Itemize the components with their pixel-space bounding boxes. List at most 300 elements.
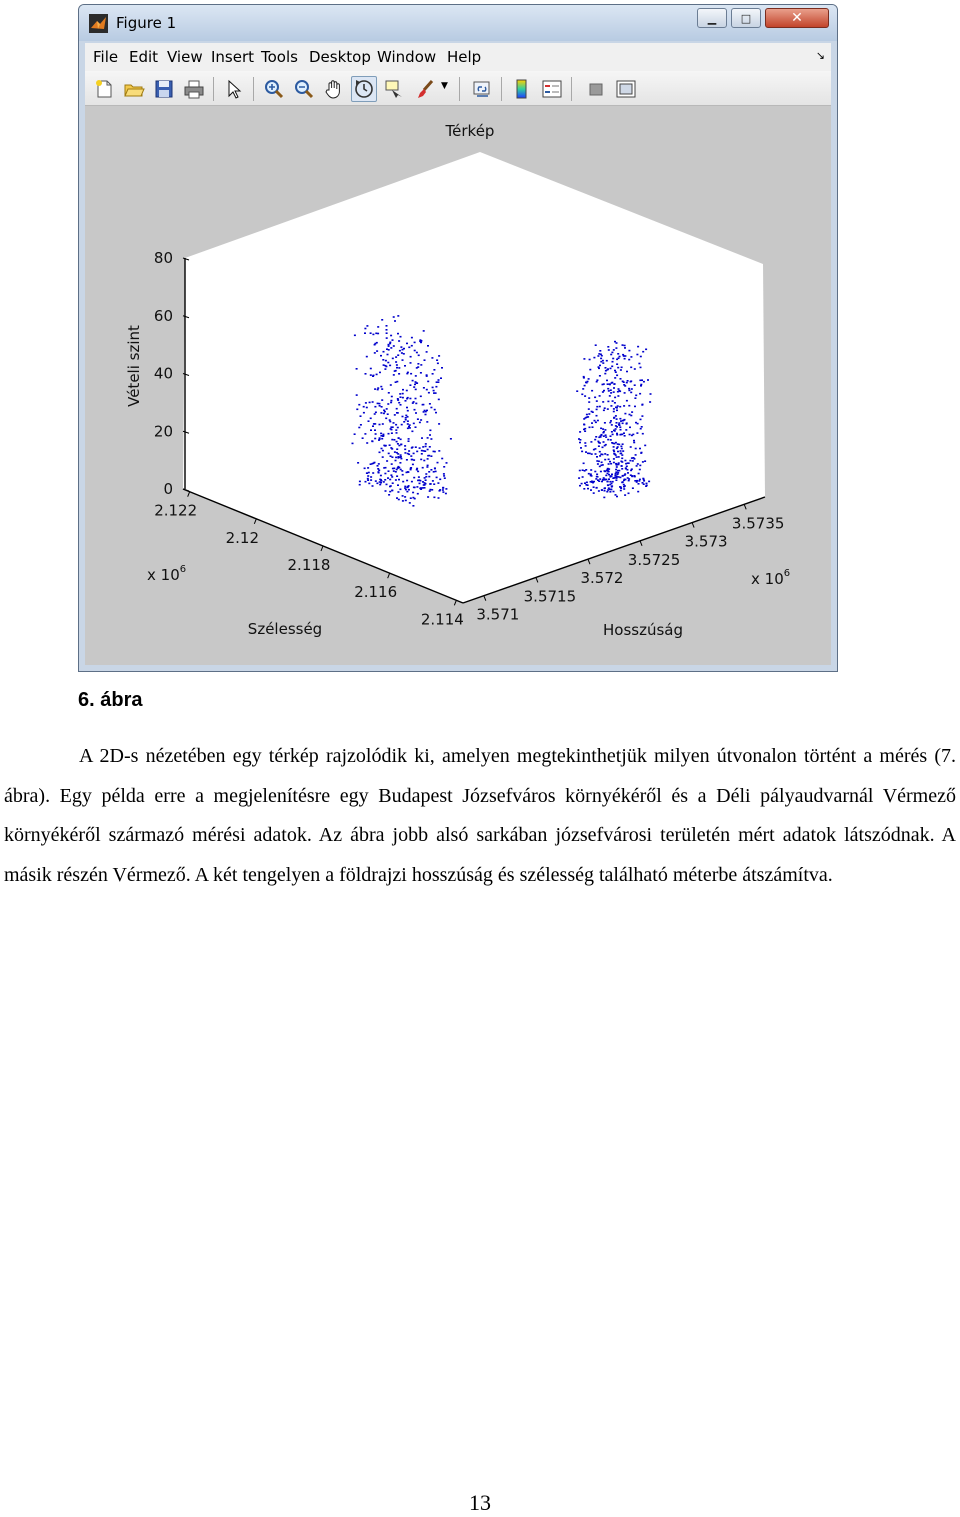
data-point bbox=[623, 486, 625, 488]
data-point bbox=[615, 415, 617, 417]
data-point bbox=[605, 367, 607, 369]
data-point bbox=[613, 451, 615, 453]
data-point bbox=[614, 402, 616, 404]
data-point bbox=[378, 472, 380, 474]
data-point bbox=[380, 355, 382, 357]
data-point bbox=[604, 407, 606, 409]
data-point bbox=[377, 389, 379, 391]
data-point bbox=[408, 426, 410, 428]
data-point bbox=[599, 406, 601, 408]
data-point bbox=[601, 481, 603, 483]
data-point bbox=[372, 441, 374, 443]
data-point bbox=[614, 341, 616, 343]
data-point bbox=[450, 438, 452, 440]
data-point bbox=[401, 352, 403, 354]
data-point bbox=[416, 451, 418, 453]
data-point bbox=[620, 450, 622, 452]
data-point bbox=[611, 431, 613, 433]
data-point bbox=[609, 461, 611, 463]
data-point bbox=[616, 342, 618, 344]
toolbar-separator bbox=[253, 77, 254, 101]
data-point bbox=[425, 446, 427, 448]
data-point bbox=[367, 478, 369, 480]
data-point bbox=[604, 445, 606, 447]
data-point bbox=[435, 392, 437, 394]
data-point bbox=[621, 458, 623, 460]
data-point bbox=[599, 478, 601, 480]
menu-insert[interactable]: Insert bbox=[211, 48, 255, 66]
data-point bbox=[429, 434, 431, 436]
data-point bbox=[367, 479, 369, 481]
data-point bbox=[366, 325, 368, 327]
data-point bbox=[405, 415, 407, 417]
data-point bbox=[629, 427, 631, 429]
data-point bbox=[616, 422, 618, 424]
data-point bbox=[624, 473, 626, 475]
colorbar-icon[interactable] bbox=[511, 78, 533, 100]
data-point bbox=[437, 462, 439, 464]
data-point bbox=[390, 428, 392, 430]
data-point bbox=[400, 454, 402, 456]
data-point bbox=[389, 491, 391, 493]
data-point bbox=[397, 491, 399, 493]
x-exponent-power: 6 bbox=[179, 564, 187, 575]
show-plot-tools-icon[interactable] bbox=[615, 78, 637, 100]
data-point bbox=[375, 412, 377, 414]
data-point bbox=[406, 472, 408, 474]
data-point bbox=[399, 393, 401, 395]
z-axis-label: Vételi szint bbox=[125, 325, 143, 407]
data-point bbox=[400, 469, 402, 471]
data-point bbox=[376, 342, 378, 344]
menu-tools[interactable]: Tools bbox=[261, 48, 298, 66]
data-point bbox=[627, 477, 629, 479]
data-point bbox=[395, 361, 397, 363]
data-point bbox=[422, 467, 424, 469]
data-point bbox=[630, 380, 632, 382]
data-point bbox=[441, 367, 443, 369]
data-point bbox=[406, 407, 408, 409]
data-point bbox=[619, 356, 621, 358]
data-point bbox=[423, 387, 425, 389]
data-point bbox=[374, 352, 376, 354]
y-tick-mark bbox=[692, 523, 694, 528]
data-point bbox=[612, 477, 614, 479]
data-point bbox=[613, 417, 615, 419]
data-point bbox=[609, 422, 611, 424]
data-point bbox=[627, 380, 629, 382]
open-file-icon[interactable] bbox=[123, 78, 145, 100]
menu-help[interactable]: Help bbox=[447, 48, 482, 66]
title-bar[interactable] bbox=[79, 5, 837, 41]
data-point bbox=[604, 422, 606, 424]
data-point bbox=[359, 481, 361, 483]
minimize-button[interactable] bbox=[697, 8, 727, 28]
data-point bbox=[402, 495, 404, 497]
menu-desktop[interactable]: Desktop bbox=[309, 48, 371, 66]
data-point bbox=[430, 407, 432, 409]
data-point bbox=[633, 442, 635, 444]
data-point bbox=[615, 425, 617, 427]
data-point bbox=[611, 485, 613, 487]
data-point bbox=[395, 460, 397, 462]
data-point bbox=[633, 457, 635, 459]
data-point bbox=[410, 497, 412, 499]
link-plot-icon[interactable] bbox=[471, 78, 493, 100]
data-point bbox=[426, 466, 428, 468]
data-point bbox=[624, 413, 626, 415]
menu-edit[interactable]: Edit bbox=[129, 48, 159, 66]
data-point bbox=[381, 388, 383, 390]
data-point bbox=[405, 489, 407, 491]
menu-file[interactable]: File bbox=[93, 48, 119, 66]
data-point bbox=[639, 448, 641, 450]
data-point bbox=[619, 477, 621, 479]
data-point bbox=[402, 359, 404, 361]
data-point bbox=[607, 408, 609, 410]
data-point bbox=[386, 337, 388, 339]
data-point bbox=[616, 359, 618, 361]
data-point bbox=[396, 432, 398, 434]
data-point bbox=[610, 489, 612, 491]
data-point bbox=[579, 439, 581, 441]
data-point bbox=[388, 494, 390, 496]
data-point bbox=[385, 360, 387, 362]
data-point bbox=[619, 391, 621, 393]
data-cursor-icon[interactable] bbox=[383, 78, 405, 100]
data-point bbox=[364, 328, 366, 330]
data-point bbox=[594, 397, 596, 399]
data-point bbox=[419, 447, 421, 449]
data-point bbox=[617, 446, 619, 448]
data-point bbox=[622, 344, 624, 346]
data-point bbox=[649, 401, 651, 403]
data-point bbox=[616, 434, 618, 436]
data-point bbox=[630, 367, 632, 369]
data-point bbox=[418, 355, 420, 357]
data-point bbox=[603, 390, 605, 392]
y-axis-label: Hosszúság bbox=[603, 621, 683, 639]
data-point bbox=[379, 479, 381, 481]
data-point bbox=[613, 408, 615, 410]
data-point bbox=[370, 418, 372, 420]
data-point bbox=[612, 358, 614, 360]
data-point bbox=[387, 403, 389, 405]
zoom-out-icon[interactable] bbox=[293, 78, 315, 100]
data-point bbox=[586, 414, 588, 416]
close-button[interactable] bbox=[765, 8, 829, 28]
rotate-3d-button[interactable] bbox=[351, 76, 377, 102]
data-point bbox=[613, 491, 615, 493]
data-point bbox=[425, 476, 427, 478]
data-point bbox=[433, 451, 435, 453]
data-point bbox=[396, 475, 398, 477]
new-figure-icon[interactable] bbox=[93, 78, 115, 100]
data-point bbox=[419, 339, 421, 341]
data-point bbox=[374, 438, 376, 440]
data-point bbox=[370, 476, 372, 478]
pan-hand-icon[interactable] bbox=[323, 78, 345, 100]
data-point bbox=[630, 415, 632, 417]
data-point bbox=[398, 367, 400, 369]
data-point bbox=[613, 387, 615, 389]
data-point bbox=[588, 378, 590, 380]
data-point bbox=[644, 445, 646, 447]
data-point bbox=[380, 435, 382, 437]
data-point bbox=[443, 473, 445, 475]
data-point bbox=[643, 479, 645, 481]
data-point bbox=[604, 487, 606, 489]
data-point bbox=[634, 397, 636, 399]
data-point bbox=[377, 403, 379, 405]
data-point bbox=[398, 340, 400, 342]
data-point bbox=[602, 428, 604, 430]
data-point bbox=[406, 487, 408, 489]
zoom-in-icon[interactable] bbox=[263, 78, 285, 100]
data-point bbox=[602, 454, 604, 456]
data-point bbox=[648, 481, 650, 483]
data-point bbox=[596, 381, 598, 383]
data-point bbox=[352, 443, 354, 445]
data-point bbox=[612, 361, 614, 363]
toolbar-separator bbox=[501, 77, 502, 101]
data-point bbox=[585, 451, 587, 453]
data-point bbox=[381, 406, 383, 408]
data-point bbox=[392, 482, 394, 484]
data-point bbox=[399, 462, 401, 464]
data-point bbox=[602, 401, 604, 403]
data-point bbox=[614, 383, 616, 385]
data-point bbox=[383, 481, 385, 483]
data-point bbox=[594, 439, 596, 441]
z-tick-label: 80 bbox=[153, 249, 173, 267]
data-point bbox=[377, 333, 379, 335]
data-point bbox=[396, 497, 398, 499]
data-point bbox=[608, 478, 610, 480]
hide-plot-tools-icon[interactable] bbox=[585, 78, 607, 100]
data-point bbox=[579, 431, 581, 433]
data-point bbox=[629, 414, 631, 416]
data-point bbox=[596, 487, 598, 489]
data-point bbox=[614, 397, 616, 399]
data-point bbox=[374, 413, 376, 415]
data-point bbox=[415, 426, 417, 428]
data-point bbox=[426, 410, 428, 412]
data-point bbox=[380, 412, 382, 414]
data-point bbox=[392, 339, 394, 341]
data-point bbox=[388, 345, 390, 347]
data-point bbox=[624, 358, 626, 360]
data-point bbox=[420, 459, 422, 461]
data-point bbox=[596, 476, 598, 478]
data-point bbox=[423, 450, 425, 452]
data-point bbox=[628, 350, 630, 352]
data-point bbox=[367, 467, 369, 469]
data-point bbox=[404, 365, 406, 367]
data-point bbox=[436, 359, 438, 361]
data-point bbox=[408, 454, 410, 456]
data-point bbox=[634, 406, 636, 408]
data-point bbox=[611, 352, 613, 354]
y-exponent-base: x 10 bbox=[751, 570, 784, 588]
data-point bbox=[382, 435, 384, 437]
data-point bbox=[600, 358, 602, 360]
data-point bbox=[405, 400, 407, 402]
data-point bbox=[417, 366, 419, 368]
figure-canvas[interactable] bbox=[85, 106, 831, 665]
data-point bbox=[426, 351, 428, 353]
data-point bbox=[433, 369, 435, 371]
data-point bbox=[586, 416, 588, 418]
data-point bbox=[412, 380, 414, 382]
data-point bbox=[579, 470, 581, 472]
data-point bbox=[415, 381, 417, 383]
data-point bbox=[370, 463, 372, 465]
data-point bbox=[406, 459, 408, 461]
data-point bbox=[591, 453, 593, 455]
data-point bbox=[430, 483, 432, 485]
data-point bbox=[598, 366, 600, 368]
menu-bar bbox=[85, 43, 831, 71]
data-point bbox=[402, 416, 404, 418]
data-point bbox=[427, 465, 429, 467]
data-point bbox=[611, 475, 613, 477]
data-point bbox=[405, 500, 407, 502]
data-point bbox=[390, 400, 392, 402]
data-point bbox=[397, 457, 399, 459]
menu-view[interactable]: View bbox=[167, 48, 203, 66]
data-point bbox=[615, 463, 617, 465]
maximize-button[interactable] bbox=[731, 8, 761, 28]
data-point bbox=[438, 497, 440, 499]
data-point bbox=[606, 380, 608, 382]
data-point bbox=[367, 475, 369, 477]
data-point bbox=[389, 421, 391, 423]
data-point bbox=[601, 489, 603, 491]
y-tick-label: 3.5715 bbox=[523, 587, 577, 606]
data-point bbox=[366, 472, 368, 474]
data-point bbox=[638, 473, 640, 475]
brush-icon[interactable] bbox=[415, 78, 437, 100]
data-point bbox=[385, 366, 387, 368]
matlab-logo-icon bbox=[89, 14, 108, 33]
data-point bbox=[624, 419, 626, 421]
data-point bbox=[383, 364, 385, 366]
data-point bbox=[607, 346, 609, 348]
data-point bbox=[639, 393, 641, 395]
data-point bbox=[381, 319, 383, 321]
data-point bbox=[407, 420, 409, 422]
data-point bbox=[368, 420, 370, 422]
data-point bbox=[354, 335, 356, 337]
data-point bbox=[631, 411, 633, 413]
data-point bbox=[631, 388, 633, 390]
toolbar-separator bbox=[213, 77, 214, 101]
x-tick-mark bbox=[388, 573, 390, 578]
data-point bbox=[637, 346, 639, 348]
data-point bbox=[581, 451, 583, 453]
data-point bbox=[400, 439, 402, 441]
data-point bbox=[407, 423, 409, 425]
data-point bbox=[581, 394, 583, 396]
data-point bbox=[640, 419, 642, 421]
menu-window[interactable]: Window bbox=[377, 48, 437, 66]
data-point bbox=[644, 460, 646, 462]
data-point bbox=[372, 401, 374, 403]
data-point bbox=[397, 412, 399, 414]
figure-toolbar bbox=[85, 71, 831, 106]
data-point bbox=[608, 459, 610, 461]
data-point bbox=[404, 496, 406, 498]
scatter-3d-plot[interactable] bbox=[85, 106, 833, 666]
data-point bbox=[366, 356, 368, 358]
data-point bbox=[609, 491, 611, 493]
edit-plot-arrow-icon[interactable] bbox=[223, 78, 245, 100]
data-point bbox=[382, 456, 384, 458]
data-point bbox=[633, 475, 635, 477]
data-point bbox=[617, 395, 619, 397]
data-point bbox=[407, 410, 409, 412]
data-point bbox=[612, 481, 614, 483]
minimize-icon: ▁ bbox=[707, 11, 717, 25]
figure-window bbox=[78, 4, 838, 672]
data-point bbox=[428, 471, 430, 473]
data-point bbox=[431, 357, 433, 359]
brush-dropdown-icon[interactable]: ▼ bbox=[441, 81, 448, 91]
data-point bbox=[593, 357, 595, 359]
data-point bbox=[365, 481, 367, 483]
data-point bbox=[380, 386, 382, 388]
data-point bbox=[638, 483, 640, 485]
data-point bbox=[382, 359, 384, 361]
data-point bbox=[372, 334, 374, 336]
data-point bbox=[423, 411, 425, 413]
data-point bbox=[604, 490, 606, 492]
data-point bbox=[389, 444, 391, 446]
x-tick-label: 2.116 bbox=[354, 583, 398, 602]
data-point bbox=[421, 453, 423, 455]
data-point bbox=[609, 481, 611, 483]
data-point bbox=[385, 490, 387, 492]
data-point bbox=[356, 409, 358, 411]
data-point bbox=[376, 374, 378, 376]
data-point bbox=[618, 388, 620, 390]
data-point bbox=[626, 466, 628, 468]
data-point bbox=[626, 371, 628, 373]
data-point bbox=[385, 418, 387, 420]
data-point bbox=[611, 382, 613, 384]
data-point bbox=[427, 458, 429, 460]
legend-icon[interactable] bbox=[541, 78, 563, 100]
data-point bbox=[379, 439, 381, 441]
data-point bbox=[378, 470, 380, 472]
y-tick-mark bbox=[588, 559, 590, 564]
data-point bbox=[428, 455, 430, 457]
data-point bbox=[603, 410, 605, 412]
data-point bbox=[357, 462, 359, 464]
data-point bbox=[589, 427, 591, 429]
data-point bbox=[395, 370, 397, 372]
data-point bbox=[393, 468, 395, 470]
save-icon[interactable] bbox=[153, 78, 175, 100]
dock-arrow-icon[interactable]: ↘ bbox=[815, 49, 825, 62]
data-point bbox=[417, 363, 419, 365]
data-point bbox=[404, 445, 406, 447]
data-point bbox=[442, 489, 444, 491]
print-icon[interactable] bbox=[183, 78, 205, 100]
data-point bbox=[594, 471, 596, 473]
data-point bbox=[583, 488, 585, 490]
